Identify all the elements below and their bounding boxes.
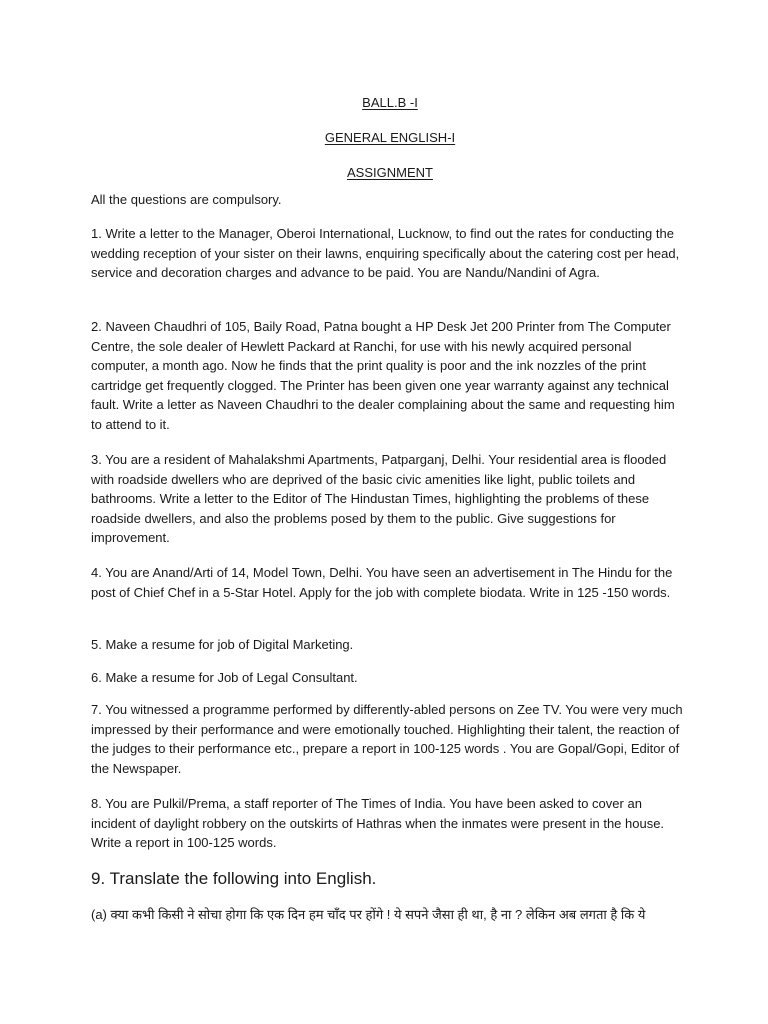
question-8: 8. You are Pulkil/Prema, a staff reporter of The Times of India. You have been asked to cover an incident of daylight robbery on the outskirts of Hathras when the inmates were present in the house. Write a report in 100-125 words. [91, 796, 665, 850]
question-9-part-a: (a) क्या कभी किसी ने सोचा होगा कि एक दिन हम चाँद पर होंगे ! ये सपने जैसा ही था, है ना ? लेकिन अब लगता है कि ये [91, 907, 646, 922]
question-5: 5. Make a resume for job of Digital Marketing. [91, 637, 354, 652]
course-title: BALL.B -I [362, 95, 418, 110]
question-3: 3. You are a resident of Mahalakshmi Apartments, Patparganj, Delhi. Your residential area is flooded with roadside dwellers who are deprived of the basic civic amenities like light, public toilets and bathrooms. Write a letter to the Editor of The Hindustan Times, highlighting the problems of these roadside dwellers, and also the problems posed by them to the public. Give suggestions for improvement. [91, 452, 667, 545]
question-6: 6. Make a resume for Job of Legal Consultant. [91, 670, 358, 685]
question-9-title: 9. Translate the following into English. [91, 869, 377, 888]
question-2: 2. Naveen Chaudhri of 105, Baily Road, Patna bought a HP Desk Jet 200 Printer from The Computer Centre, the sole dealer of Hewlett Packard at Ranchi, for use with his newly acquired personal computer, a month ago. Now he finds that the print quality is poor and the ink nozzles of the print cartridge get frequently clogged. The Printer has been given one year warranty against any technical fault. Write a letter as Naveen Chaudhri to the dealer complaining about the same and requesting him to attend to it. [91, 319, 675, 432]
assignment-title: ASSIGNMENT [347, 165, 433, 180]
instructions-text: All the questions are compulsory. [91, 192, 282, 207]
question-7: 7. You witnessed a programme performed by differently-abled persons on Zee TV. You were very much impressed by their performance and were emotionally touched. Highlighting their talent, the reaction of the judges to their performance etc., prepare a report in 100-125 words . You are Gopal/Gopi, Editor of the Newspaper. [91, 702, 683, 776]
question-1: 1. Write a letter to the Manager, Oberoi International, Lucknow, to find out the rates for conducting the wedding reception of your sister on their lawns, enquiring specifically about the catering cost per head, service and decoration charges and advance to be paid. You are Nandu/Nandini of Agra. [91, 226, 680, 280]
question-4: 4. You are Anand/Arti of 14, Model Town, Delhi. You have seen an advertisement in The Hindu for the post of Chief Chef in a 5-Star Hotel. Apply for the job with complete biodata. Write in 125 -150 words. [91, 565, 673, 600]
subject-title: GENERAL ENGLISH-I [324, 130, 456, 145]
